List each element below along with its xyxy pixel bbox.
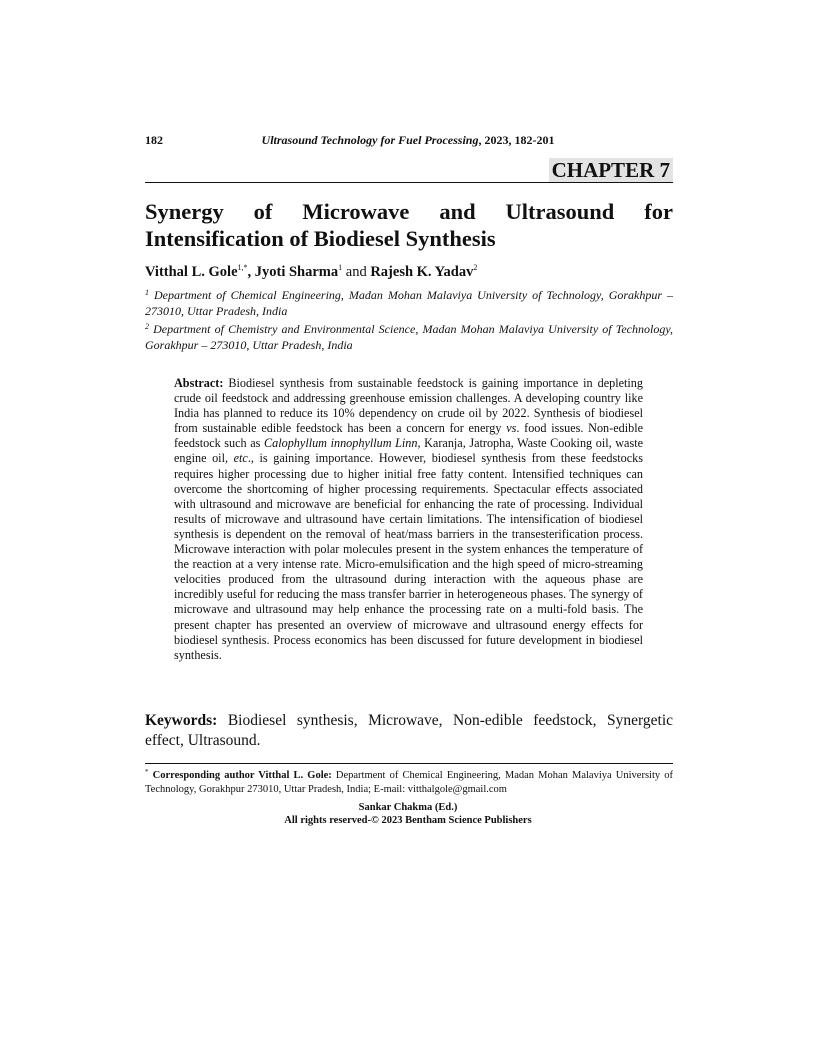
- author-2-name: Jyoti Sharma: [254, 264, 339, 280]
- editor-line: Sankar Chakma (Ed.): [358, 802, 458, 813]
- keywords-text: Biodiesel synthesis, Microwave, Non-edible feedstock, Synergetic effect, Ultrasound.: [145, 712, 674, 749]
- footnote-label: Corresponding author Vitthal L. Gole:: [152, 770, 332, 781]
- author-and: and: [345, 264, 367, 280]
- author-list: Vitthal L. Gole$^{1,*}$, Jyoti Sharma$^1$ and Rajesh K. Yadav$^2$: [145, 263, 478, 280]
- chapter-rule: [145, 182, 673, 183]
- abstract-etc: etc: [233, 451, 248, 466]
- journal-citation: , 2023, 182-201: [478, 133, 555, 147]
- author-3-sup: 2: [473, 263, 478, 272]
- affiliation-2-sup: 2: [145, 322, 149, 331]
- footnote-rule: [145, 763, 673, 764]
- abstract-species: Calophyllum innophyllum Linn: [264, 436, 418, 451]
- affiliation-2-text: Department of Chemistry and Environmental Science, Madan Mohan Malaviya University of Technology, Gorakhpur – 273010, Uttar Pradesh, India: [145, 322, 673, 352]
- abstract-text-4: ., is gaining importance. However, biodiesel synthesis from these feedstocks requires higher processing due to higher initial free fatty content. Intensified techniques can overcome the shortcoming of higher processing requirements. Spectacular effects associated with ultrasound and microwave are beneficial for enhancing the rate of processing. Individual results of microwave and ultrasound have certain limitations. The intensification of biodiesel synthesis is dependent on the removal of heat/mass barriers in the transesterification process. Microwave interaction with polar molecules present in the system enhances the temperature of the reaction at a very intense rate. Micro-emulsification and the high speed of micro-streaming velocities produced from the ultrasound during interaction with the aqueous phase are incredibly useful for reducing the mass transfer barrier in heterogeneous phases. The synergy of microwave and ultrasound may help enhance the processing rate on a multi-fold basis. The present chapter has presented an overview of microwave and ultrasound energy effects for biodiesel synthesis. Process economics has been discussed for future development in biodiesel synthesis.: [174, 451, 643, 662]
- abstract: [174, 376, 643, 663]
- paper-title: [145, 198, 673, 252]
- affiliation-1-text: Department of Chemical Engineering, Madan Mohan Malaviya University of Technology, Gorakhpur – 273010, Uttar Pradesh, India: [145, 288, 674, 318]
- running-head: [0, 133, 816, 148]
- author-1-sup: 1,*: [237, 263, 248, 272]
- keywords-label: Keywords:: [145, 712, 218, 729]
- affiliation-1-sup: 1: [145, 288, 149, 297]
- rights-line: All rights reserved-© 2023 Bentham Science Publishers: [284, 815, 532, 826]
- title-line-2: Intensification of Biodiesel Synthesis: [145, 226, 496, 251]
- footnote: [145, 766, 673, 796]
- abstract-vs: vs: [506, 421, 517, 436]
- footnote-text: Department of Chemical Engineering, Madan Mohan Malaviya University of Technology, Gorakhpur 273010, Uttar Pradesh, India; E-mail: vitthalgole@gmail.com: [145, 770, 673, 795]
- abstract-text-2: . food issues. Non-edible feedstock such as: [174, 421, 643, 451]
- page-number: 182: [145, 133, 163, 147]
- author-2-sup: 1: [338, 263, 343, 272]
- author-3-name: Rajesh K. Yadav: [370, 264, 474, 280]
- chapter-label: CHAPTER 7: [549, 158, 673, 182]
- affiliation-1: [145, 285, 673, 319]
- affiliation-2: [145, 319, 673, 353]
- abstract-text-3: , Karanja, Jatropha, Waste Cooking oil, waste engine oil,: [174, 436, 644, 466]
- abstract-label: Abstract:: [174, 376, 224, 390]
- footnote-sup: *: [145, 768, 149, 776]
- journal-title: Ultrasound Technology for Fuel Processing: [261, 133, 479, 147]
- title-line-1: Synergy of Microwave and Ultrasound for: [145, 199, 673, 224]
- keywords: [145, 711, 673, 751]
- author-1-name: Vitthal L. Gole: [145, 264, 238, 280]
- abstract-text-1: Biodiesel synthesis from sustainable feedstock is gaining importance in depleting crude oil feedstock and addressing greenhouse emission challenges. A developing country like India has planned to reduce its 10% dependency on crude oil by 2022. Synthesis of biodiesel from sustainable edible feedstock has been a concern for energy: [174, 376, 643, 436]
